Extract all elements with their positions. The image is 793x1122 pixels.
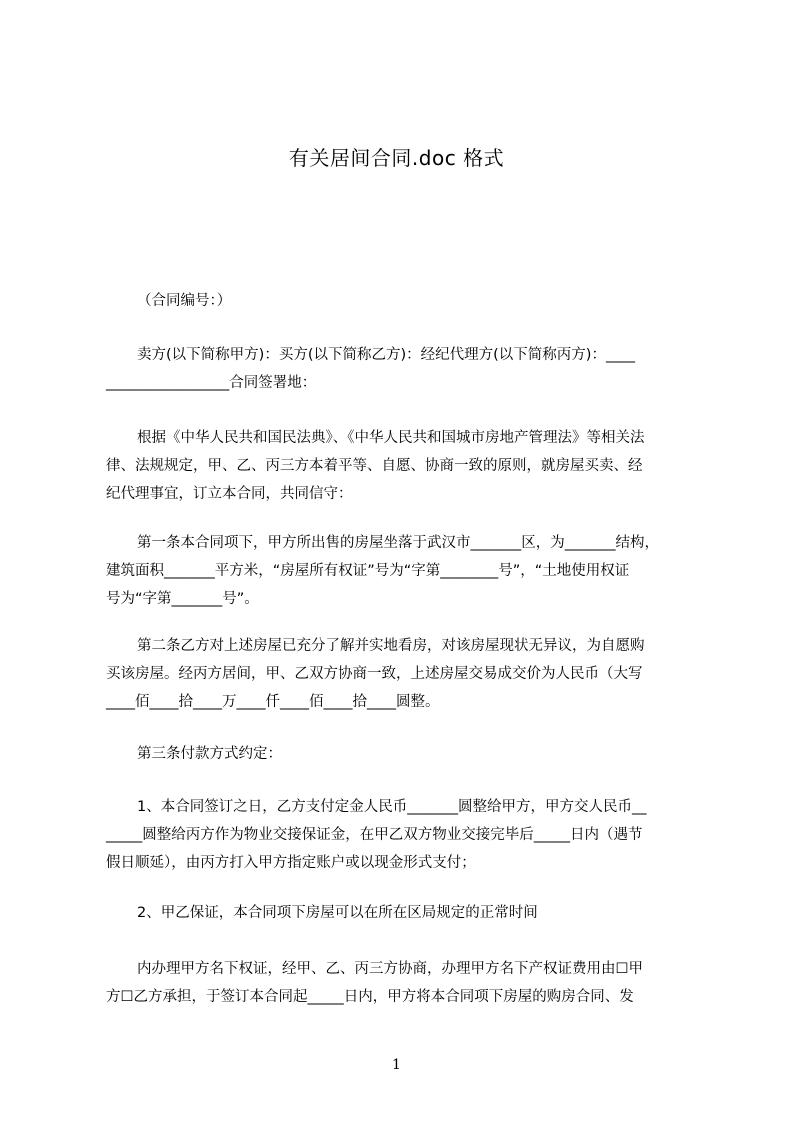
paragraph-basis [106,424,706,508]
text-line: _____圆整给丙方作为物业交接保证金，在甲乙双方物业交接完毕后_____日内（遇节 [106,827,643,843]
text-line: 根据《中华人民共和国民法典》、《中华人民共和国城市房地产管理法》等相关法 [137,430,645,446]
paragraph-contract-number [106,287,706,315]
text-line: 2、甲乙保证，本合同项下房屋可以在所在区局规定的正常时间 [137,905,538,921]
text-line: 假日顺延），由丙方打入甲方指定账户或以现金形式支付； [106,855,476,871]
page-number: 1 [392,1057,401,1073]
paragraph-parties [106,341,706,397]
text-line: 律、法规规定，甲、乙、丙三方本着平等、自愿、协商一致的原则，就房屋买卖、经 [106,458,643,474]
text-line: 1、本合同签订之日，乙方支付定金人民币_______圆整给甲方，甲方交人民币__ [137,799,647,815]
paragraph-article-2 [106,632,706,716]
text-line: （合同编号：） [137,293,232,309]
paragraph-clause-2-continued [106,955,706,1011]
paragraph-article-1 [106,529,706,613]
paragraph-clause-2 [106,899,706,927]
document-title: 有关居间合同.doc 格式 [288,146,505,170]
text-line: 第三条付款方式约定： [137,746,282,762]
text-line: 第一条本合同项下，甲方所出售的房屋坐落于武汉市_______区，为_______结构， [137,535,659,551]
text-line: 买该房屋。经丙方居间，甲、乙双方协商一致，上述房屋交易成交价为人民币（大写 [106,666,643,682]
text-line: 号为“字第_______号”。 [106,591,259,607]
text-line: _________________合同签署地： [106,375,317,391]
text-line: 卖方(以下简称甲方)：买方(以下简称乙方)：经纪代理方(以下简称丙方)：____ [137,347,635,363]
text-line: 建筑面积_______平方米，“房屋所有权证”号为“字第________号”，“土地使用权证 [106,563,630,579]
text-line: ____佰____拾____万____仟____佰____拾____圆整。 [106,694,440,710]
paragraph-article-3 [106,740,706,768]
text-line: 第二条乙方对上述房屋已充分了解并实地看房，对该房屋现状无异议，为自愿购 [137,638,645,654]
text-line: 纪代理事宜，订立本合同，共同信守： [106,486,353,502]
text-line: 内办理甲方名下权证，经甲、乙、丙三方协商，办理甲方名下产权证费用由☐甲 [137,961,643,977]
text-line: 方☐乙方承担，于签订本合同起_____日内，甲方将本合同项下房屋的购房合同、发 [106,989,634,1005]
paragraph-clause-1 [106,793,706,877]
